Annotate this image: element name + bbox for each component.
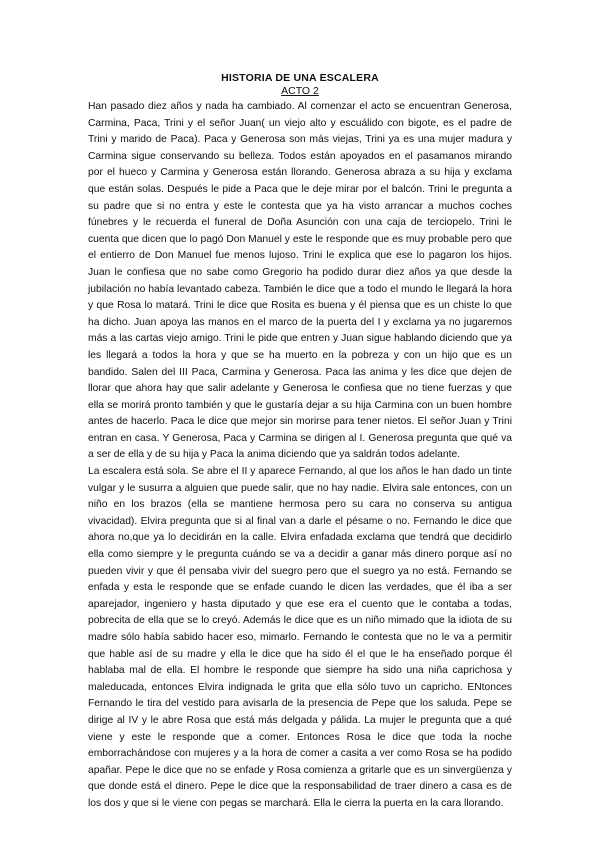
document-body xyxy=(88,72,512,813)
paragraph-1: Han pasado diez años y nada ha cambiado. Al comenzar el acto se encuentran Generosa, Carmina, Paca, Trini y el señor Juan( un viejo alto y escuálido con bigote, es el padre de Trini y marido de Paca). Paca y Generosa son más viejas, Trini ya es una mujer madura y Carmina sigue conservando su belleza. Todos están apoyados en el pasamanos mirando por el hueco y Carmina y Generosa están llorando. Generosa abraza a su hija y exclama que están solas. Después le pide a Paca que le deje mirar por el balcón. Trini le pregunta a su padre que si no entra y este le contesta que ya ha visto arrancar a muchos coches fúnebres y le recuerda el funeral de Doña Asunción con una caja de terciopelo. Trini le cuenta que dicen que lo pagó Don Manuel y este le responde que es muy probable pero que el entierro de Don Manuel fue menos lujoso. Trini le explica que ese lo pagaron los hijos. Juan le confiesa que no sabe como Gregorio ha podido durar diez años ya que desde la jubilación no había levantado cabeza. También le dice que a todo el mundo le llegará la hora y que Rosa lo matará. Trini le dice que Rosita es buena y él piensa que es un chiste lo que ha dicho. Juan apoya las manos en el marco de la puerta del I y exclama ya no jugaremos más a las cartas viejo amigo. Trini le pide que entren y Juan sigue hablando diciendo que ya les llegará a todos la hora y que se ha muerto en la pobreza y con un hijo que es un bandido. Salen del III Paca, Carmina y Generosa. Paca las anima y les dice que dejen de llorar que ahora hay que salir adelante y Generosa le confiesa que no tiene fuerzas y que ella se morirá pronto también y que le gustaría dejar a su hija Carmina con un buen hombre antes de hacerlo. Paca le dice que mejor sin morirse para tener nietos. El señor Juan y Trini entran en casa. Y Generosa, Paca y Carmina se dirigen al I. Generosa pregunta que qué va a ser de ella y de su hija y Paca la anima diciendo que ya saldrán todos adelante. xyxy=(88,101,512,461)
paragraph-2: La escalera está sola. Se abre el II y aparece Fernando, al que los años le han dado un tinte vulgar y le susurra a alguien que puede salir, que no hay nadie. Elvira sale entonces, con un niño en los brazos (ella se mantiene hermosa pero su cara no conserva su antigua vivacidad). Elvira pregunta que si al final van a darle el pésame o no. Fernando le dice que ahora no,que ya lo decidirán en la calle. Elvira enfadada exclama que tendrá que decidirlo ella como siempre y le pregunta cuándo se va a decidir a ganar más dinero porque así no pueden vivir y que él pensaba vivir del suegro pero que el suegro ya no está. Fernando se enfada y esta le responde que se enfade cuando le dicen las verdades, que él iba a ser aparejador, ingeniero y hasta diputado y que ese era el cuento que le contaba a todas, pobrecita de ella que se lo creyó. Además le dice que es un niño mimado que la idiota de su madre sólo había sabido hacer eso, mimarlo. Fernando le contesta que no le va a permitir que hable así de su madre y ella le dice que ha sido él el que le ha enseñado porque él hablaba mal de ella. El hombre le responde que siempre ha sido una niña caprichosa y maleducada, entonces Elvira indignada le grita que ella sólo tuvo un capricho. ENtonces Fernando le tira del vestido para avisarla de la presencia de Pepe que los saluda. Pepe se dirige al IV y le abre Rosa que está más delgada y pálida. La mujer le pregunta que a qué viene y este le responde que a comer. Entonces Rosa le dice que toda la noche emborrachándose con mujeres y a la hora de comer a casita a ver como Rosa se ha podido apañar. Pepe le dice que no se enfade y Rosa comienza a gritarle que es un sinvergüenza y que donde está el dinero. Pepe le dice que la responsabilidad de traer dinero a casa es de los dos y que si le viene con pegas se marchará. Ella le cierra la puerta en la cara llorando. xyxy=(88,466,512,809)
document-title: HISTORIA DE UNA ESCALERA xyxy=(221,72,379,84)
act-heading: ACTO 2 xyxy=(281,85,319,97)
